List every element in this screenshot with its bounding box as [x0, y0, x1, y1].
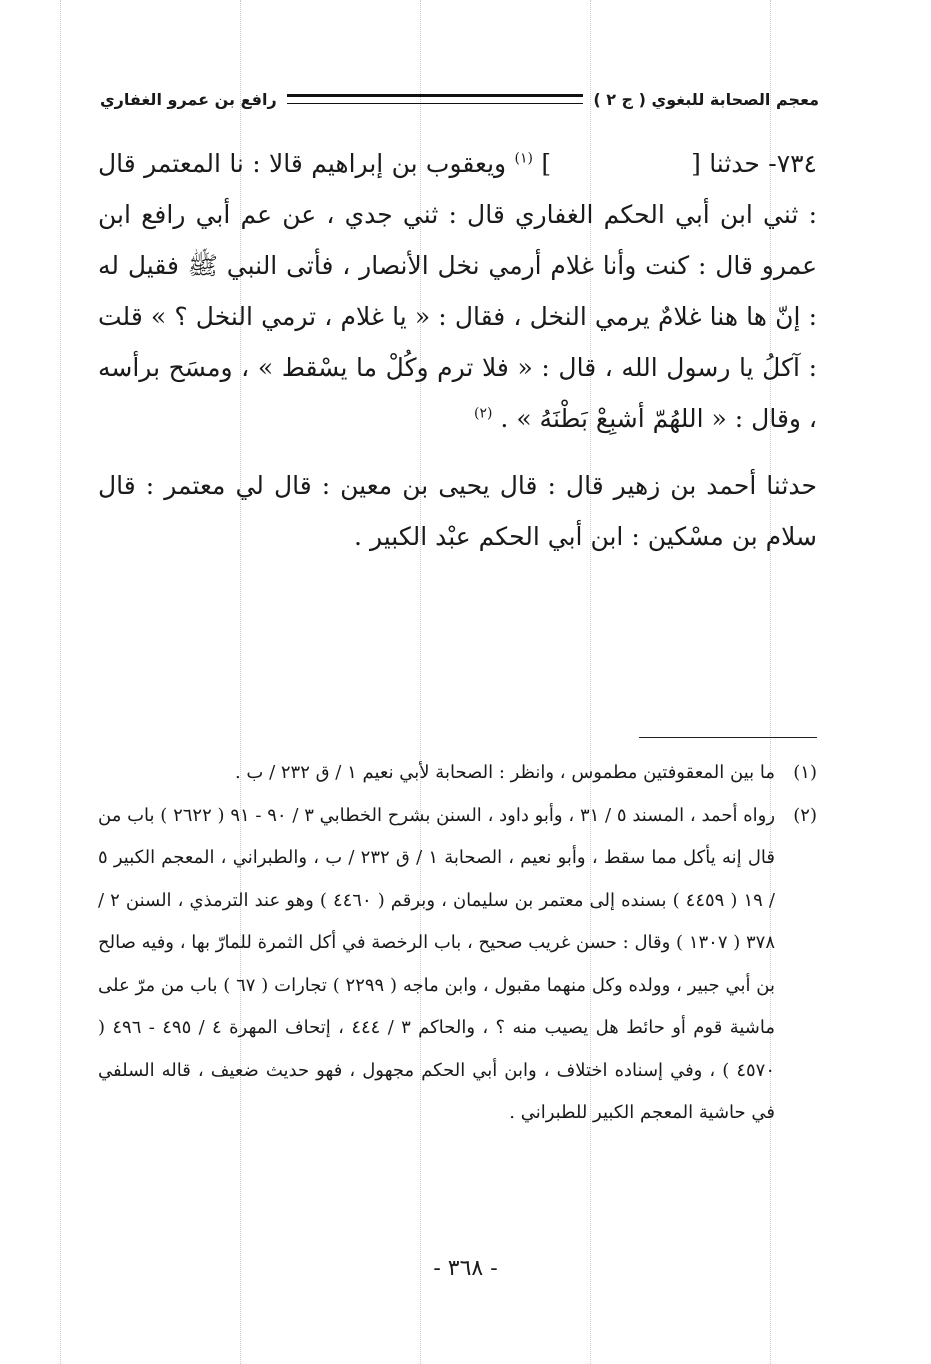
running-header: [100, 84, 819, 114]
narration-paragraph: حدثنا أحمد بن زهير قال : قال يحيى بن معين : قال لي معتمر : قال سلام بن مسْكين : ابن أبي الحكم عبْد الكبير .: [98, 471, 817, 551]
book-title: معجم الصحابة للبغوي ( ج ٢ ): [593, 89, 819, 109]
footnote-text: ما بين المعقوفتين مطموس ، وانظر : الصحابة لأبي نعيم ١ / ق ٢٣٢ / ب .: [234, 762, 775, 783]
hadith-body: ويعقوب بن إبراهيم قالا : نا المعتمر قال : ثني ابن أبي الحكم الغفاري قال : ثني جدي ، عن عم أبي رافع ابن عمرو قال : كنت وأنا غلام أرمي نخل الأنصار ، فأتى النبي ﷺ فقيل له : إنّ ها هنا غلامٌ يرمي النخل ، فقال : « يا غلام ، ترمي النخل ؟ » قلت : آكلُ يا رسول الله ، قال : « فلا ترم وكُلْ ما يسْقط » ، ومسَح برأسه ، وقال : « اللهُمّ أشبِعْ بَطْنَهُ » .: [98, 149, 817, 433]
footnote-text: رواه أحمد ، المسند ٥ / ٣١ ، وأبو داود ، السنن بشرح الخطابي ٣ / ٩٠ - ٩١ ( ٢٦٢٢ ) باب من قال إنه يأكل مما سقط ، وأبو نعيم ، الصحابة ١ / ق ٢٣٢ / ب ، والطبراني ، المعجم الكبير ٥ / ١٩ ( ٤٤٥٩ ) بسنده إلى معتمر بن سليمان ، وبرقم ( ٤٤٦٠ ) وهو عند الترمذي ، السنن ٢ / ٣٧٨ ( ١٣٠٧ ) وقال : حسن غريب صحيح ، باب الرخصة في أكل الثمرة للمارّ بها ، وفيه صالح بن أبي جبير ، وولده وكل منهما مقبول ، وابن ماجه ( ٢٢٩٩ ) تجارات ( ٦٧ ) باب من مرّ على ماشية قوم أو حائط هل يصيب منه ؟ ، والحاكم ٣ / ٤٤٤ ، إتحاف المهرة ٤ / ٤٩٥ - ٤٩٦ ( ٤٥٧٠ ) ، وفي إسناده اختلاف ، وابن أبي الحكم مجهول ، فهو حديث ضعيف ، قاله السلفي في حاشية المعجم الكبير للطبراني .: [98, 804, 776, 1123]
footnote-marker-2: (٢): [474, 405, 493, 422]
footnote-item: [98, 752, 817, 795]
header-rule: [287, 94, 584, 104]
footnotes: [98, 752, 817, 1135]
page-number: - ٣٦٨ -: [433, 1256, 498, 1281]
footnote-number: (٢): [793, 804, 817, 826]
footnote-marker-1: (١): [514, 150, 533, 167]
footnote-number: (١): [793, 762, 817, 783]
paragraph-gap: [98, 444, 817, 460]
hadith-opening: ٧٣٤- حدثنا [: [691, 149, 817, 178]
footnote-item: [98, 795, 817, 1135]
footnote-separator: [639, 737, 817, 738]
hadith-paragraph: [98, 138, 817, 444]
grid-line: [60, 0, 61, 1364]
section-title: رافع بن عمرو الغفاري: [100, 89, 277, 109]
closing-bracket: ]: [541, 149, 552, 178]
main-text: [98, 138, 817, 562]
